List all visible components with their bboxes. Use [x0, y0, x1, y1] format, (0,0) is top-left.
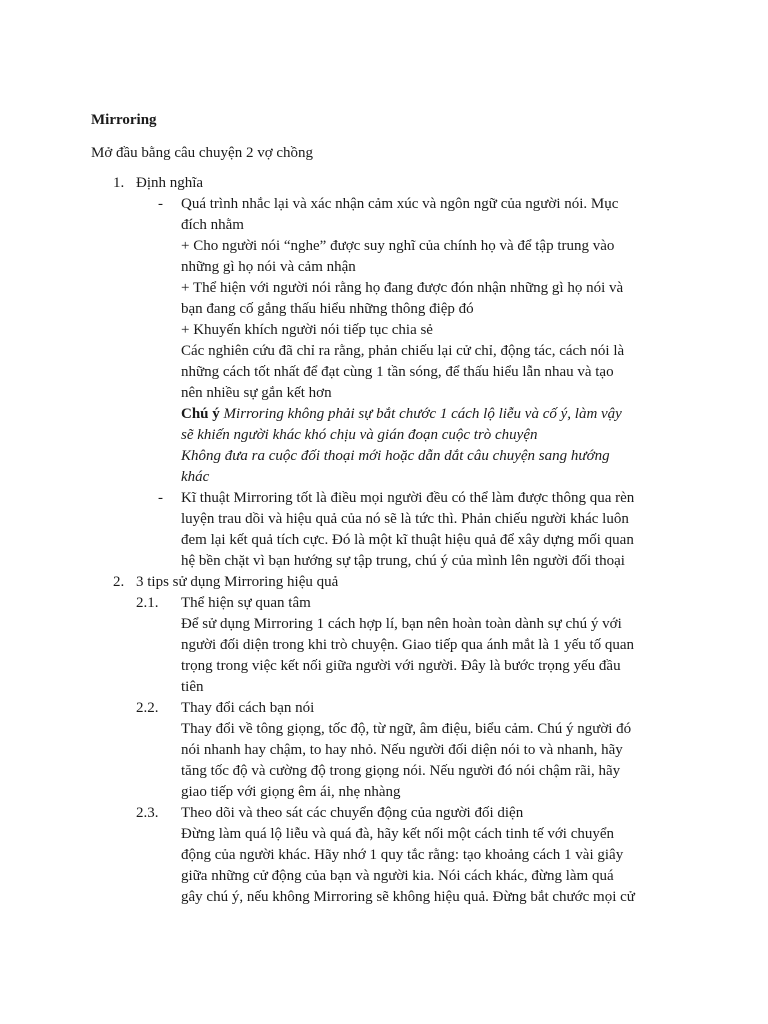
body-line: giữa những cử động của bạn và người kia. Nói cách khác, đừng làm quá: [181, 868, 614, 884]
note-text: Mirroring không phải sự bắt chước 1 cách lộ liễu và cố ý, làm vậy: [219, 406, 622, 422]
section-heading: 3 tips sử dụng Mirroring hiệu quả: [136, 574, 339, 590]
body-line: Thay đổi về tông giọng, tốc độ, từ ngữ, âm điệu, biểu cảm. Chú ý người đó: [181, 721, 632, 737]
body-line: bạn đang cố gắng thấu hiểu những thông điệp đó: [181, 301, 474, 317]
body-line: những cách tốt nhất để đạt cùng 1 tần sóng, để thấu hiểu lẫn nhau và tạo: [181, 364, 614, 380]
body-line: tăng tốc độ và cường độ trong giọng nói. Nếu người đó nói chậm rãi, hãy: [181, 763, 621, 779]
note-line: khác: [181, 469, 210, 485]
subsection-number: 2.2.: [136, 700, 159, 716]
subsection-heading: Thay đổi cách bạn nói: [181, 700, 315, 716]
body-line: tiên: [181, 679, 204, 695]
body-line: nên nhiều sự gắn kết hơn: [181, 385, 332, 401]
body-line: hệ bền chặt vì bạn hướng sự tập trung, chú ý của mình lên người đối thoại: [181, 553, 625, 569]
intro-line: Mở đầu bằng câu chuyện 2 vợ chồng: [91, 145, 314, 161]
subsection-number: 2.1.: [136, 595, 159, 611]
body-line: người đối diện trong khi trò chuyện. Giao tiếp qua ánh mắt là 1 yếu tố quan: [181, 637, 635, 653]
note-label: Chú ý: [181, 406, 220, 422]
section-heading: Định nghĩa: [136, 175, 204, 191]
note-line: sẽ khiến người khác khó chịu và gián đoạn cuộc trò chuyện: [181, 427, 538, 443]
section-number: 2.: [113, 574, 125, 590]
section-number: 1.: [113, 175, 125, 191]
body-line: trọng trong việc kết nối giữa người với người. Đây là bước trọng yếu đầu: [181, 658, 621, 674]
body-line: những gì họ nói và cảm nhận: [181, 259, 356, 275]
bullet-marker: -: [158, 196, 163, 212]
body-line: + Cho người nói “nghe” được suy nghĩ của chính họ và để tập trung vào: [181, 238, 615, 254]
body-line: nói nhanh hay chậm, to hay nhỏ. Nếu người đối diện nói to và nhanh, hãy: [181, 742, 623, 758]
body-line: Quá trình nhắc lại và xác nhận cảm xúc và ngôn ngữ của người nói. Mục: [181, 196, 619, 212]
body-line: + Khuyến khích người nói tiếp tục chia sẻ: [181, 322, 433, 338]
note-line: [181, 404, 622, 425]
body-line: đích nhằm: [181, 217, 244, 233]
body-line: động của người khác. Hãy nhớ 1 quy tắc rằng: tạo khoảng cách 1 vài giây: [181, 847, 624, 863]
document-title: Mirroring: [91, 112, 157, 128]
subsection-heading: Thể hiện sự quan tâm: [181, 595, 311, 611]
body-line: Kĩ thuật Mirroring tốt là điều mọi người đều có thể làm được thông qua rèn: [181, 490, 635, 506]
subsection-number: 2.3.: [136, 805, 159, 821]
body-line: giao tiếp với giọng êm ái, nhẹ nhàng: [181, 784, 401, 800]
body-line: đem lại kết quả tích cực. Đó là một kĩ thuật hiệu quả để xây dựng mối quan: [181, 532, 634, 548]
body-line: Để sử dụng Mirroring 1 cách hợp lí, bạn nên hoàn toàn dành sự chú ý với: [181, 616, 622, 632]
body-line: luyện trau dồi và hiệu quả của nó sẽ là tức thì. Phản chiếu người khác luôn: [181, 511, 629, 527]
note-line: Không đưa ra cuộc đối thoại mới hoặc dẫn dắt câu chuyện sang hướng: [181, 448, 610, 464]
subsection-heading: Theo dõi và theo sát các chuyển động của người đối diện: [181, 805, 524, 821]
body-line: Đừng làm quá lộ liễu và quá đà, hãy kết nối một cách tinh tế với chuyển: [181, 826, 615, 842]
bullet-marker: -: [158, 490, 163, 506]
body-line: + Thể hiện với người nói rằng họ đang được đón nhận những gì họ nói và: [181, 280, 624, 296]
body-line: gây chú ý, nếu không Mirroring sẽ không hiệu quả. Đừng bắt chước mọi cử: [181, 889, 635, 905]
body-line: Các nghiên cứu đã chỉ ra rằng, phản chiếu lại cử chỉ, động tác, cách nói là: [181, 343, 625, 359]
